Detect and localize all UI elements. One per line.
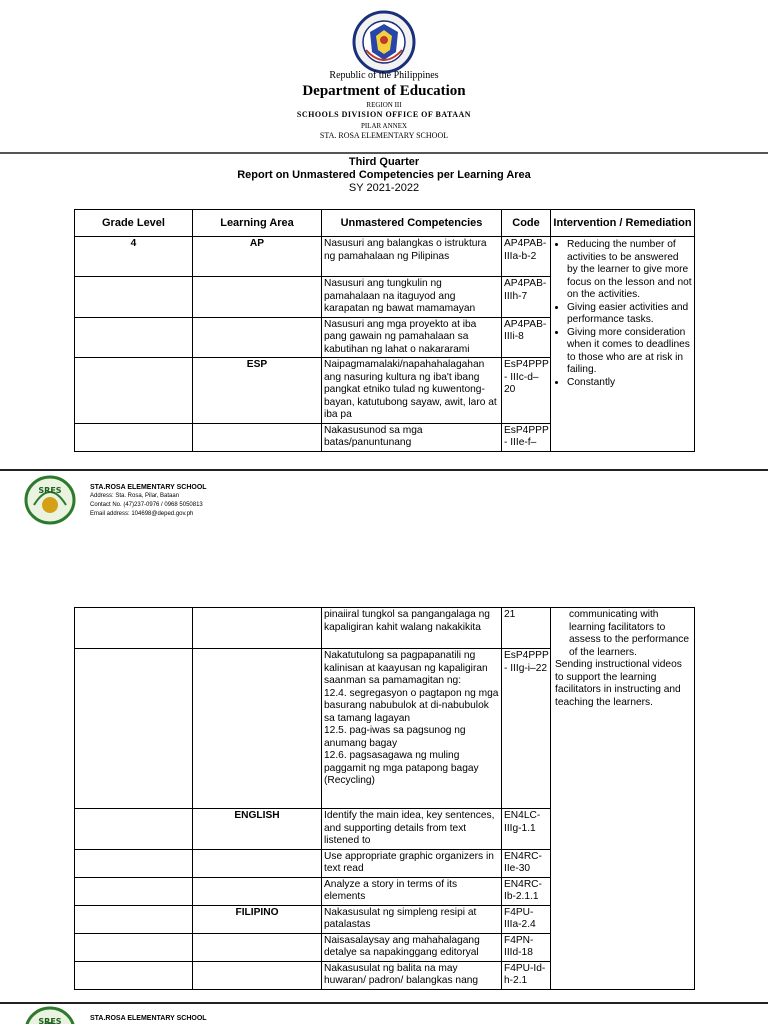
- col-header-competencies: Unmastered Competencies: [322, 210, 502, 237]
- code-cell: F4PU-Id-h-2.1: [502, 961, 551, 989]
- competencies-table-page2: [74, 607, 695, 990]
- intervention-cell: [551, 608, 695, 990]
- list-item: • Constantly: [567, 377, 692, 390]
- competency-cell: Nakasusulat ng balita na may huwaran/ padron/ balangkas nang: [322, 961, 502, 989]
- area-cell: [193, 933, 322, 961]
- col-header-grade: Grade Level: [75, 210, 193, 237]
- area-cell: FILIPINO: [193, 905, 322, 933]
- footer-address: Address: Sta. Rosa, Pilar, Bataan: [90, 493, 180, 499]
- competency-cell: Naisasalaysay ang mahahalagang detalye sa napakinggang editoryal: [322, 933, 502, 961]
- code-cell: AP4PAB-IIIi-8: [502, 317, 551, 358]
- area-cell: [193, 649, 322, 809]
- col-header-code: Code: [502, 210, 551, 237]
- division-line: SCHOOLS DIVISION OFFICE OF BATAAN: [296, 110, 472, 119]
- area-cell: [193, 317, 322, 358]
- col-header-area: Learning Area: [193, 210, 322, 237]
- intervention-continued: communicating with learning facilitators to assess to the performance of the learners.: [569, 609, 690, 658]
- competency-cell: Nasusuri ang balangkas o istruktura ng pamahalaan ng Pilipinas: [322, 237, 502, 277]
- page-footer: [0, 475, 768, 535]
- area-cell: [193, 961, 322, 989]
- region-line: REGION III: [366, 101, 402, 109]
- intervention-cell: [551, 237, 695, 452]
- code-cell: EsP4PPP - IIIe-f–: [502, 423, 551, 451]
- code-cell: F4PU-IIIa-2.4: [502, 905, 551, 933]
- code-cell: F4PN-IIId-18: [502, 933, 551, 961]
- code-cell: EN4RC-IIe-30: [502, 849, 551, 877]
- list-item: • Reducing the number of activities to be answered by the learner to give more focus on the lesson and not on the activities.: [567, 239, 692, 302]
- competency-cell: Nakasusunod sa mga batas/panuntunang: [322, 423, 502, 451]
- competency-cell: Nasusuri ang mga proyekto at iba pang gawain ng pamahalaan sa kabutihan ng lahat o nakararami: [322, 317, 502, 358]
- code-cell: EsP4PPP - IIIg-i–22: [502, 649, 551, 809]
- area-cell: [193, 423, 322, 451]
- footer-contact: Contact No. (47)237-0976 / 0968 5050813: [90, 502, 203, 508]
- table-row: [75, 608, 695, 649]
- area-cell: ENGLISH: [193, 809, 322, 850]
- code-cell: AP4PAB-IIIa-b-2: [502, 237, 551, 277]
- competency-cell: Naipagmamalaki/napahahalagahan ang nasuring kultura ng iba't ibang pangkat etniko tulad ng kuwentong-bayan, katutubong sayaw, awit, laro at iba pa: [322, 358, 502, 424]
- report-sy: SY 2021-2022: [348, 182, 420, 194]
- area-cell: AP: [193, 237, 322, 277]
- list-item: • Giving more consideration when it comes to deadlines to those who are at risk in failing.: [567, 327, 692, 377]
- report-title: Report on Unmastered Competencies per Learning Area: [237, 169, 531, 181]
- footer-divider: [0, 469, 768, 471]
- code-cell: EN4RC-Ib-2.1.1: [502, 877, 551, 905]
- table-row: [75, 237, 695, 277]
- school-logo-icon: [24, 475, 76, 525]
- code-cell: EsP4PPP - IIIc-d–20: [502, 358, 551, 424]
- header-divider: [0, 152, 768, 154]
- footer-email: Email address: 104698@deped.gov.ph: [90, 511, 194, 517]
- svg-text:SRES: SRES: [38, 1017, 62, 1024]
- area-cell: [193, 608, 322, 649]
- annex-line: PILAR ANNEX: [360, 122, 408, 130]
- competencies-table-page1: [74, 209, 695, 452]
- republic-line: Republic of the Philippines: [329, 70, 439, 81]
- footer-school-name: STA.ROSA ELEMENTARY SCHOOL: [90, 1015, 207, 1022]
- page-2: [0, 600, 768, 1000]
- code-cell: EN4LC-IIIg-1.1: [502, 809, 551, 850]
- competency-cell: pinaiiral tungkol sa pangangalaga ng kapaligiran kahit walang nakakikita: [322, 608, 502, 649]
- page-footer: [0, 1006, 768, 1024]
- intervention-extra: Sending instructional videos to support the learning facilitators in instructing and teaching the learners.: [555, 659, 682, 708]
- department-title: Department of Education: [302, 83, 466, 99]
- grade-cell: 4: [75, 237, 193, 277]
- footer-divider: [0, 1002, 768, 1004]
- intervention-list: [553, 239, 692, 389]
- area-cell: ESP: [193, 358, 322, 424]
- deped-seal-icon: [352, 10, 416, 74]
- competency-cell: Nakasusulat ng simpleng resipi at patalastas: [322, 905, 502, 933]
- page-1: [0, 0, 768, 462]
- code-cell: AP4PAB-IIIh-7: [502, 277, 551, 318]
- area-cell: [193, 849, 322, 877]
- area-cell: [193, 277, 322, 318]
- competency-cell: Use appropriate graphic organizers in text read: [322, 849, 502, 877]
- competency-cell: Nakatutulong sa pagpapanatili ng kalinisan at kaayusan ng kapaligiran saanman sa pamamagitan ng: 12.4. segregasyon o pagtapon ng mga basurang nabubulok at di-nabubulok sa tamang lagayan 12.5. pag-iwas sa pagsunog ng anumang bagay 12.6. pagsasagawa ng muling paggamit ng mga patapong bagay (Recycling): [322, 649, 502, 809]
- competency-cell: Nasusuri ang tungkulin ng pamahalaan na itaguyod ang karapatan ng bawat mamamayan: [322, 277, 502, 318]
- school-line: STA. ROSA ELEMENTARY SCHOOL: [319, 131, 449, 140]
- competency-cell: Analyze a story in terms of its elements: [322, 877, 502, 905]
- col-header-intervention: Intervention / Remediation: [551, 210, 695, 237]
- area-cell: [193, 877, 322, 905]
- report-quarter: Third Quarter: [348, 156, 420, 168]
- svg-text:SRES: SRES: [38, 486, 62, 495]
- school-logo-icon: [24, 1006, 76, 1024]
- competency-cell: Identify the main idea, key sentences, and supporting details from text listened to: [322, 809, 502, 850]
- code-cell: 21: [502, 608, 551, 649]
- footer-school-name: STA.ROSA ELEMENTARY SCHOOL: [90, 484, 207, 491]
- list-item: • Giving easier activities and performance tasks.: [567, 302, 692, 327]
